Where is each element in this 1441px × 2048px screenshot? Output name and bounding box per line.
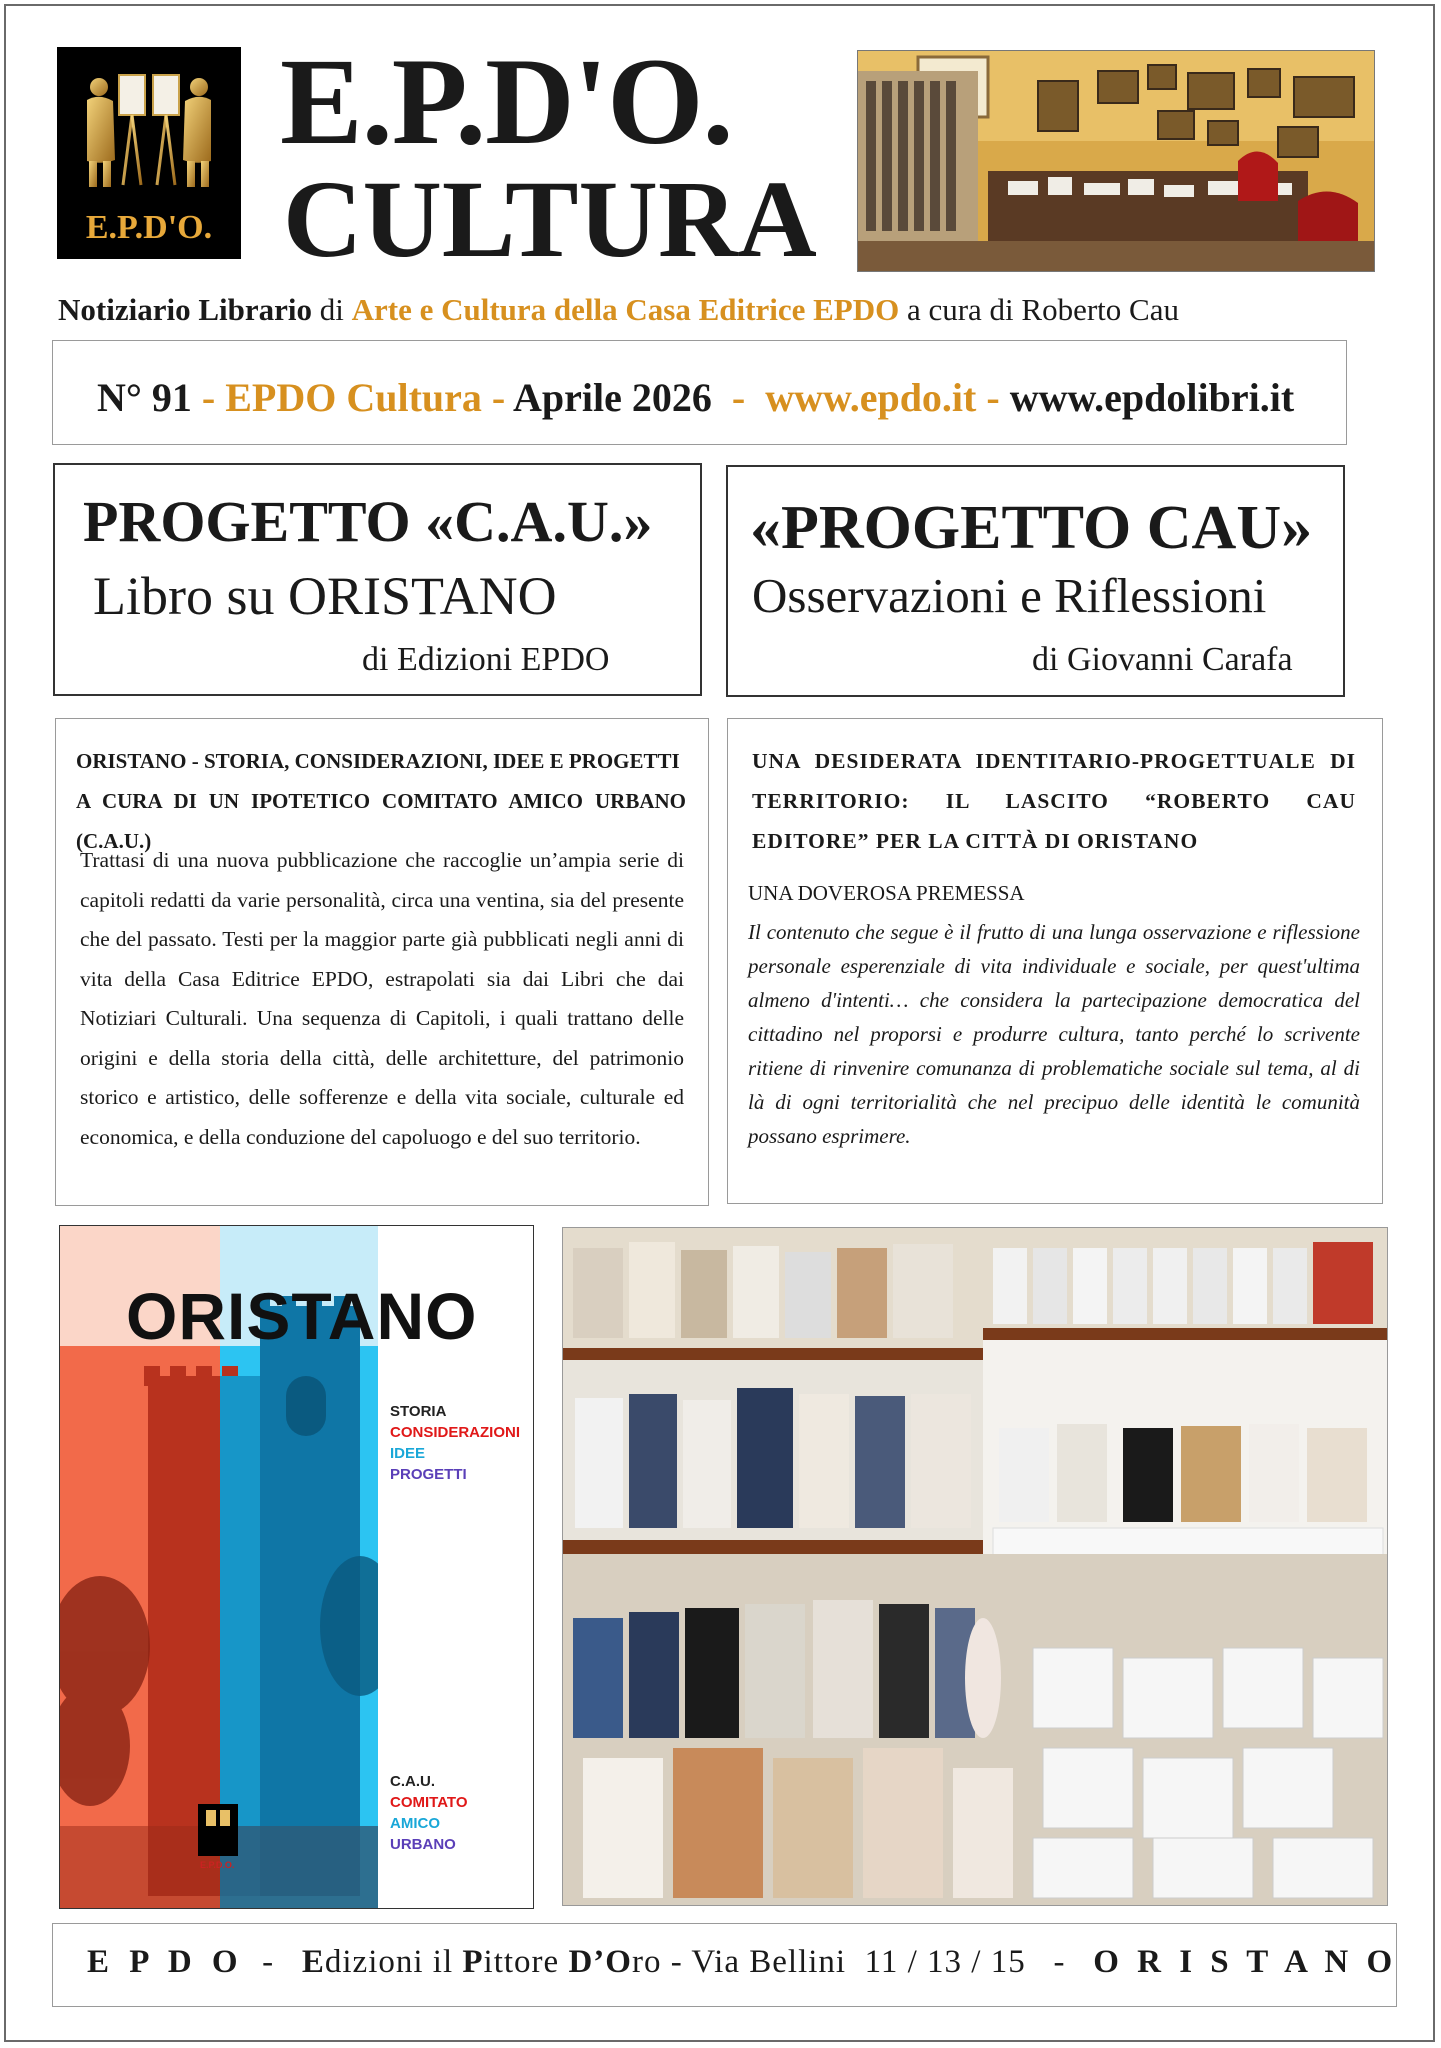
cover-word: CONSIDERAZIONI	[390, 1424, 521, 1441]
footer-word-ittore: ittore	[483, 1944, 569, 1980]
footer-address	[52, 1923, 1397, 2007]
tagline-part-2: di	[311, 292, 352, 327]
article-left-heading-1: ORISTANO - STORIA, CONSIDERAZIONI, IDEE E PROGETTI	[76, 749, 680, 773]
bookshelf-display-photo	[562, 1227, 1388, 1906]
headline-right-title: «PROGETTO CAU»	[750, 494, 1313, 562]
painters-easel-icon	[79, 65, 219, 195]
book-cover-oristano	[59, 1225, 534, 1909]
cover-word: STORIA	[390, 1403, 447, 1420]
website-link-epdo[interactable]: www.epdo.it	[765, 375, 977, 420]
cover-word: C.A.U.	[390, 1773, 435, 1790]
article-right	[727, 718, 1383, 1204]
footer-word-dizioni: dizioni il	[324, 1944, 463, 1980]
footer-initial-do: D’O	[568, 1944, 632, 1980]
cover-mini-logo-icon	[198, 1804, 238, 1856]
issue-number: N° 91	[97, 375, 192, 420]
issue-sep-1: -	[191, 375, 226, 420]
footer-initial-p: P	[462, 1944, 484, 1980]
cover-words-top	[390, 1401, 520, 1485]
tagline-part-3: Arte e Cultura della Casa Editrice EPDO	[351, 292, 900, 327]
website-link-epdolibri[interactable]: www.epdolibri.it	[1009, 375, 1295, 420]
headline-box-right	[726, 465, 1345, 697]
issue-sep-4: -	[976, 375, 1010, 420]
article-right-heading: UNA DESIDERATA IDENTITARIO-PROGETTUALE DI TERRITORIO: IL LASCITO “ROBERTO CAU EDITORE” PER LA CITTÀ DI ORISTANO	[752, 749, 1356, 853]
article-left-heading-2: A CURA DI UN IPOTETICO COMITATO AMICO URBANO (C.A.U.)	[76, 789, 686, 853]
issue-sep-2: -	[481, 375, 514, 420]
bookshop-interior-photo	[857, 50, 1375, 272]
issue-date: Aprile 2026	[513, 375, 712, 420]
cover-word: PROGETTI	[390, 1466, 467, 1483]
newsletter-tagline	[58, 292, 1179, 328]
cover-words-bottom	[390, 1771, 468, 1855]
cover-mini-logo-text: E.P.D.O.	[200, 1860, 235, 1870]
cover-word: URBANO	[390, 1836, 456, 1853]
logo-label: E.P.D'O.	[85, 209, 213, 246]
footer-brand: E P D O	[87, 1944, 244, 1980]
issue-bar	[52, 340, 1347, 445]
footer-sep: -	[243, 1944, 302, 1980]
article-left-body: Trattasi di una nuova pubblicazione che raccoglie un’ampia serie di capitoli redatti da varie personalità, circa una ventina, sia del presente che del passato. Testi per la maggior parte già pubblicati negli anni di vita della Casa Editrice EPDO, estrapolati sia dai Libri che dai Notiziari Culturali. Una sequenza di Capitoli, i quali trattano delle origini e della storia della città, delle architetture, del patrimonio storico e artistico, delle sofferenze e della vita sociale, culturale ed economica, e della conduzione del capoluogo e del suo territorio.	[80, 848, 684, 1149]
cover-word: IDEE	[390, 1445, 426, 1462]
tagline-part-1: Notiziario Librario	[58, 292, 312, 327]
headline-left-title: PROGETTO «C.A.U.»	[83, 489, 653, 554]
issue-sep-3: -	[711, 375, 766, 420]
tagline-part-4: a cura di Roberto Cau	[899, 292, 1179, 327]
article-left	[55, 718, 709, 1206]
masthead-title: E.P.D'O.	[280, 33, 733, 170]
cover-word: COMITATO	[390, 1794, 468, 1811]
headline-right-subtitle: Osservazioni e Riflessioni	[752, 568, 1267, 623]
cover-word: AMICO	[390, 1815, 440, 1832]
issue-name: EPDO Cultura	[225, 375, 482, 420]
masthead-subtitle: CULTURA	[283, 158, 817, 280]
headline-right-byline: di Giovanni Carafa	[1032, 641, 1293, 678]
headline-left-subtitle: Libro su ORISTANO	[93, 566, 557, 626]
epdo-logo	[57, 47, 241, 259]
article-right-premise: UNA DOVEROSA PREMESSA	[748, 881, 1025, 905]
footer-address-text: ro - Via Bellini 11 / 13 / 15 -	[631, 1944, 1094, 1980]
footer-city: O R I S T A N O	[1093, 1944, 1398, 1980]
headline-left-byline: di Edizioni EPDO	[362, 641, 610, 678]
cover-title: ORISTANO	[126, 1279, 478, 1353]
footer-initial-e: E	[301, 1944, 325, 1980]
headline-box-left	[53, 463, 702, 696]
article-right-body: Il contenuto che segue è il frutto di una lunga osservazione e riflessione personale esperenziale di vita individuale e sociale, per quest'ultima almeno d'intenti… che considera la partecipazione democratica del cittadino nel proporsi e produrre cultura, tanto perché lo scrivente ritiene di rinvenire comunanza di problematiche sociale sul tema, al di là di ogni territorialità che nel precipuo delle identità le comunità possano esprimere.	[748, 920, 1360, 1148]
